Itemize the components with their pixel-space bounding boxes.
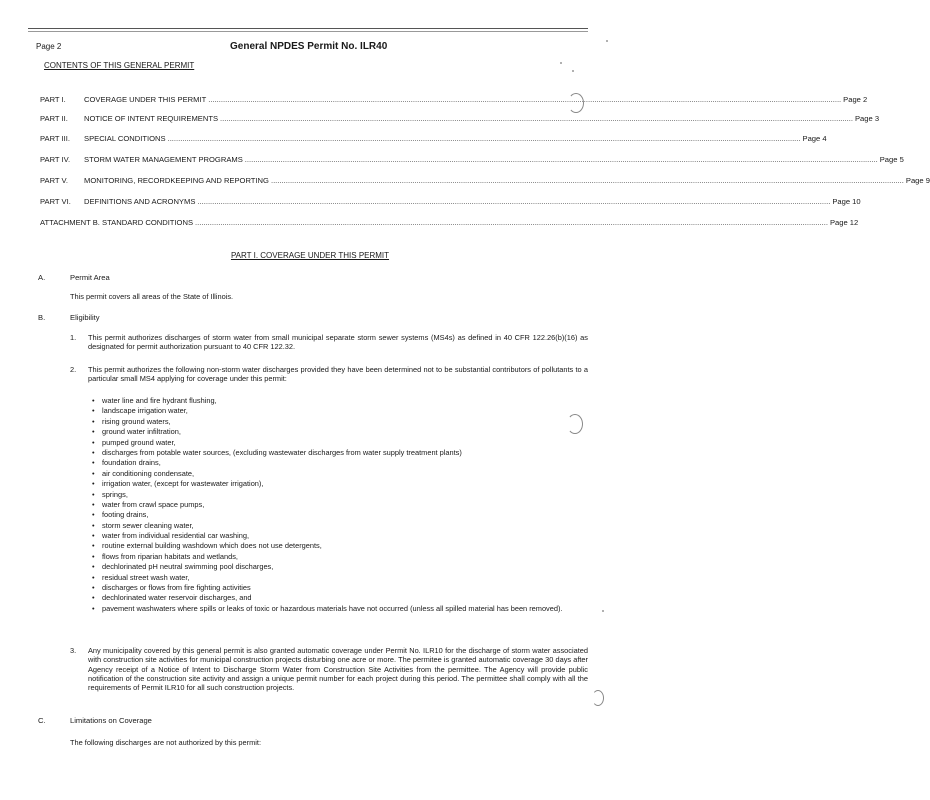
discharge-list-item-text: rising ground waters, — [102, 416, 171, 426]
toc-title: NOTICE OF INTENT REQUIREMENTS — [84, 114, 219, 123]
discharge-list-item-text: water from individual residential car washing, — [102, 531, 250, 541]
toc-leader: ............................................................................................................................................................................................................................................................................................................ — [220, 114, 853, 123]
item-2-number: 2. — [70, 365, 77, 374]
discharge-list-item-text: flows from riparian habitats and wetlands, — [102, 551, 238, 561]
item-1-text: This permit authorizes discharges of storm water from small municipal separate storm sewer systems (MS4s) as defined in 40 CFR 122.26(b)(16) as designated for permit authorization pursuant to 40 CFR 122.32. — [88, 333, 588, 352]
discharge-list-item-text: pavement washwaters where spills or leaks of toxic or hazardous materials have not occurred (unless all spilled material has been removed). — [102, 603, 563, 613]
section-a-letter: A. — [38, 273, 46, 282]
discharge-list-item-text: water line and fire hydrant flushing, — [102, 396, 217, 405]
section-a-title: Permit Area — [70, 273, 110, 282]
discharge-list-item — [92, 573, 592, 583]
toc-part: PART IV. — [40, 155, 71, 164]
scan-speck — [572, 70, 574, 72]
discharge-list-item — [92, 541, 592, 551]
scan-speck — [560, 62, 562, 64]
scan-speck — [602, 610, 604, 612]
item-1-number: 1. — [70, 333, 77, 342]
punch-hole-mark — [568, 93, 584, 113]
discharge-list-item — [92, 510, 592, 520]
toc-page: Page 5 — [879, 155, 904, 164]
toc-title: COVERAGE UNDER THIS PERMIT — [84, 95, 207, 104]
toc-row — [40, 176, 930, 185]
section-c-text: The following discharges are not authorized by this permit: — [70, 738, 262, 747]
discharge-list-item-text: discharges from potable water sources, (excluding wastewater discharges from water supply treatment plants) — [102, 447, 462, 457]
toc-title: DEFINITIONS AND ACRONYMS — [84, 197, 196, 206]
discharge-list-item-text: ground water infiltration, — [102, 427, 181, 437]
discharge-list-item — [92, 500, 592, 510]
bullet-icon: • — [92, 593, 95, 603]
discharge-list-item — [92, 521, 592, 531]
discharge-list-item-text: discharges or flows from fire fighting activities — [102, 583, 251, 593]
discharge-list-item — [92, 531, 592, 541]
bullet-icon: • — [92, 603, 95, 613]
toc-heading: CONTENTS OF THIS GENERAL PERMIT — [44, 61, 195, 70]
bullet-icon: • — [92, 510, 95, 520]
permit-title: General NPDES Permit No. ILR40 — [230, 41, 388, 52]
discharge-list-item-text: dechlorinated pH neutral swimming pool discharges, — [102, 562, 274, 572]
toc-title: SPECIAL CONDITIONS — [84, 134, 166, 143]
item-3-number: 3. — [70, 646, 77, 655]
bullet-icon: • — [92, 489, 95, 499]
bullet-icon: • — [92, 479, 95, 489]
discharge-list-item — [92, 396, 592, 406]
bullet-icon: • — [92, 583, 95, 593]
bullet-icon: • — [92, 396, 95, 405]
bullet-icon: • — [92, 437, 95, 447]
discharge-list-item — [92, 438, 592, 448]
punch-hole-mark — [567, 414, 583, 434]
toc-row — [40, 134, 827, 143]
bullet-icon: • — [92, 572, 95, 582]
section-c-title: Limitations on Coverage — [70, 716, 152, 725]
section-c-letter: C. — [38, 716, 46, 725]
discharge-list-item-text: storm sewer cleaning water, — [102, 520, 194, 530]
scan-speck — [606, 40, 608, 42]
part-one-title: PART I. COVERAGE UNDER THIS PERMIT — [230, 251, 390, 260]
bullet-icon: • — [92, 499, 95, 509]
discharge-list-item-text: irrigation water, (except for wastewater irrigation), — [102, 479, 264, 489]
discharge-list-item-text: pumped ground water, — [102, 437, 176, 447]
header-rule-secondary — [28, 31, 588, 32]
discharge-list-item — [92, 552, 592, 562]
toc-page: Page 2 — [843, 95, 868, 104]
discharge-list-item-text: dechlorinated water reservoir discharges, and — [102, 593, 252, 603]
discharge-list — [92, 396, 592, 614]
discharge-list-item-text: springs, — [102, 489, 128, 499]
discharge-list-item-text: water from crawl space pumps, — [102, 499, 205, 509]
toc-row — [40, 95, 868, 104]
toc-part: PART V. — [40, 176, 69, 185]
bullet-icon: • — [92, 520, 95, 530]
toc-leader: ............................................................................................................................................................................................................................................................................................................ — [208, 95, 842, 104]
discharge-list-item — [92, 417, 592, 427]
discharge-list-item — [92, 490, 592, 500]
section-b-title: Eligibility — [70, 313, 100, 322]
bullet-icon: • — [92, 541, 95, 551]
discharge-list-item — [92, 593, 592, 603]
discharge-list-item-text: landscape irrigation water, — [102, 406, 188, 416]
toc-part: PART VI. — [40, 197, 71, 206]
discharge-list-item — [92, 562, 592, 572]
toc-leader: ............................................................................................................................................................................................................................................................................................................ — [270, 176, 904, 185]
bullet-icon: • — [92, 531, 95, 541]
bullet-icon: • — [92, 551, 95, 561]
bullet-icon: • — [92, 468, 95, 478]
discharge-list-item — [92, 604, 592, 614]
toc-leader: ............................................................................................................................................................................................................................................................................................................ — [167, 134, 801, 143]
toc-page: Page 12 — [829, 218, 859, 227]
discharge-list-item-text: foundation drains, — [102, 458, 161, 468]
discharge-list-item-text: air conditioning condensate, — [102, 468, 195, 478]
section-b-letter: B. — [38, 313, 46, 322]
toc-leader: ............................................................................................................................................................................................................................................................................................................ — [197, 197, 831, 206]
toc-title: MONITORING, RECORDKEEPING AND REPORTING — [84, 176, 269, 185]
toc-title: ATTACHMENT B. STANDARD CONDITIONS — [40, 218, 194, 227]
item-3-text: Any municipality covered by this general permit is also granted automatic coverage under Permit No. ILR10 for the discharge of storm water associated with construction site activities for municipal construction projects disturbing one acre or more. The permitee is granted automatic coverage 30 days after Agency receipt of a Notice of Intent to Discharge Storm Water from Construction Site Activities from the permittee. The Agency will provide public notification of the construction site activity and assign a unique permit number for each project during this period. The permittee shall comply with all the requirements of Permit ILR10 for all such construction projects. — [88, 646, 588, 692]
punch-hole-mark — [592, 690, 604, 706]
item-2-text: This permit authorizes the following non-storm water discharges provided they have been determined not to be substantial contributors of pollutants to a particular small MS4 applying for coverage under this permit: — [88, 365, 588, 384]
toc-page: Page 4 — [802, 134, 827, 143]
discharge-list-item — [92, 427, 592, 437]
toc-page: Page 10 — [832, 197, 861, 206]
toc-leader: ............................................................................................................................................................................................................................................................................................................ — [244, 155, 878, 164]
toc-page: Page 9 — [905, 176, 930, 185]
discharge-list-item — [92, 469, 592, 479]
discharge-list-item — [92, 406, 592, 416]
toc-part: PART II. — [40, 114, 68, 123]
bullet-icon: • — [92, 416, 95, 426]
toc-title: STORM WATER MANAGEMENT PROGRAMS — [84, 155, 243, 164]
discharge-list-item-text: footing drains, — [102, 510, 149, 520]
bullet-icon: • — [92, 562, 95, 572]
toc-row — [40, 197, 861, 206]
discharge-list-item — [92, 479, 592, 489]
toc-part: PART III. — [40, 134, 70, 143]
toc-page: Page 3 — [854, 114, 880, 123]
toc-row — [40, 218, 859, 227]
discharge-list-item — [92, 448, 592, 458]
header-rule — [28, 28, 588, 29]
bullet-icon: • — [92, 447, 95, 457]
discharge-list-item — [92, 583, 592, 593]
bullet-icon: • — [92, 427, 95, 437]
page-label: Page 2 — [36, 42, 62, 51]
toc-leader: ............................................................................................................................................................................................................................................................................................................ — [195, 218, 828, 227]
toc-row — [40, 114, 880, 123]
bullet-icon: • — [92, 458, 95, 468]
toc-part: PART I. — [40, 95, 66, 104]
bullet-icon: • — [92, 406, 95, 416]
discharge-list-item-text: routine external building washdown which does not use detergents, — [102, 541, 322, 551]
discharge-list-item — [92, 458, 592, 468]
discharge-list-item-text: residual street wash water, — [102, 572, 190, 582]
section-a-text: This permit covers all areas of the State of Illinois. — [70, 292, 234, 301]
toc-row — [40, 155, 904, 164]
